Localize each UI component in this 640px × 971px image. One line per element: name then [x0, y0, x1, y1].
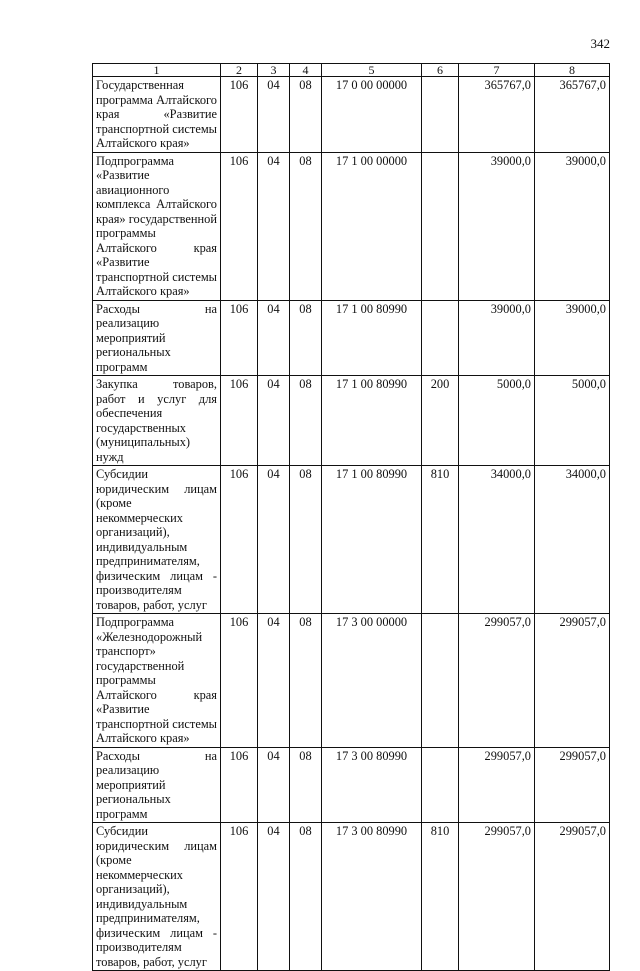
row-col-4: 08	[290, 823, 322, 971]
row-col-5: 17 1 00 00000	[322, 152, 422, 300]
row-col-7: 39000,0	[459, 152, 535, 300]
table-row	[93, 152, 610, 300]
row-col-5: 17 1 00 80990	[322, 376, 422, 466]
row-col-3: 04	[258, 300, 290, 376]
row-col-5: 17 3 00 80990	[322, 823, 422, 971]
row-col-2: 106	[221, 152, 258, 300]
table-body	[93, 77, 610, 971]
header-row	[93, 64, 610, 77]
row-col-8: 299057,0	[535, 747, 610, 823]
row-name: Расходы на реализацию мероприятий региональных программ	[93, 747, 221, 823]
row-col-3: 04	[258, 614, 290, 748]
row-col-7: 299057,0	[459, 747, 535, 823]
header-col-7: 7	[459, 64, 535, 77]
header-col-3: 3	[258, 64, 290, 77]
row-col-6: 810	[422, 466, 459, 614]
row-col-4: 08	[290, 747, 322, 823]
row-col-7: 5000,0	[459, 376, 535, 466]
row-name: Субсидии юридическим лицам (кроме некоммерческих организаций), индивидуальным предпринимателям, физическим лицам - производителям товаров, работ, услуг	[93, 823, 221, 971]
row-col-2: 106	[221, 614, 258, 748]
row-col-6	[422, 300, 459, 376]
row-name: Закупка товаров, работ и услуг для обеспечения государственных (муниципальных) нужд	[93, 376, 221, 466]
row-col-6	[422, 152, 459, 300]
row-col-4: 08	[290, 77, 322, 153]
row-col-7: 299057,0	[459, 823, 535, 971]
row-col-5: 17 3 00 80990	[322, 747, 422, 823]
row-col-6: 810	[422, 823, 459, 971]
row-col-2: 106	[221, 747, 258, 823]
row-col-6	[422, 77, 459, 153]
table-row	[93, 747, 610, 823]
row-col-4: 08	[290, 152, 322, 300]
table-row	[93, 466, 610, 614]
row-col-8: 299057,0	[535, 823, 610, 971]
row-name: Государственная программа Алтайского края «Развитие транспортной системы Алтайского края»	[93, 77, 221, 153]
row-col-7: 365767,0	[459, 77, 535, 153]
row-col-8: 34000,0	[535, 466, 610, 614]
row-col-7: 299057,0	[459, 614, 535, 748]
row-col-3: 04	[258, 152, 290, 300]
header-col-8: 8	[535, 64, 610, 77]
header-col-4: 4	[290, 64, 322, 77]
row-col-4: 08	[290, 614, 322, 748]
row-col-6	[422, 747, 459, 823]
header-col-1: 1	[93, 64, 221, 77]
row-col-4: 08	[290, 300, 322, 376]
row-col-8: 299057,0	[535, 614, 610, 748]
row-col-6: 200	[422, 376, 459, 466]
row-col-3: 04	[258, 376, 290, 466]
header-col-2: 2	[221, 64, 258, 77]
row-col-2: 106	[221, 77, 258, 153]
header-col-5: 5	[322, 64, 422, 77]
row-col-6	[422, 614, 459, 748]
row-col-8: 365767,0	[535, 77, 610, 153]
row-col-2: 106	[221, 466, 258, 614]
row-col-3: 04	[258, 747, 290, 823]
row-col-4: 08	[290, 466, 322, 614]
table-row	[93, 614, 610, 748]
row-col-2: 106	[221, 823, 258, 971]
row-col-5: 17 0 00 00000	[322, 77, 422, 153]
row-col-8: 5000,0	[535, 376, 610, 466]
row-col-5: 17 1 00 80990	[322, 466, 422, 614]
row-col-3: 04	[258, 823, 290, 971]
row-name: Расходы на реализацию мероприятий региональных программ	[93, 300, 221, 376]
budget-table	[92, 63, 610, 971]
table-row	[93, 376, 610, 466]
row-col-5: 17 1 00 80990	[322, 300, 422, 376]
row-col-8: 39000,0	[535, 300, 610, 376]
row-col-7: 39000,0	[459, 300, 535, 376]
row-name: Подпрограмма «Развитие авиационного комплекса Алтайского края» государственной программы Алтайского края «Развитие транспортной системы Алтайского края»	[93, 152, 221, 300]
row-col-2: 106	[221, 376, 258, 466]
row-name: Субсидии юридическим лицам (кроме некоммерческих организаций), индивидуальным предпринимателям, физическим лицам - производителям товаров, работ, услуг	[93, 466, 221, 614]
table-row	[93, 300, 610, 376]
table-header	[93, 64, 610, 77]
row-col-3: 04	[258, 77, 290, 153]
table-row	[93, 77, 610, 153]
row-name: Подпрограмма «Железнодорожный транспорт» государственной программы Алтайского края «Развитие транспортной системы Алтайского края»	[93, 614, 221, 748]
header-col-6: 6	[422, 64, 459, 77]
row-col-2: 106	[221, 300, 258, 376]
page-number: 342	[590, 36, 610, 51]
row-col-3: 04	[258, 466, 290, 614]
row-col-8: 39000,0	[535, 152, 610, 300]
row-col-5: 17 3 00 00000	[322, 614, 422, 748]
table-row	[93, 823, 610, 971]
row-col-4: 08	[290, 376, 322, 466]
row-col-7: 34000,0	[459, 466, 535, 614]
